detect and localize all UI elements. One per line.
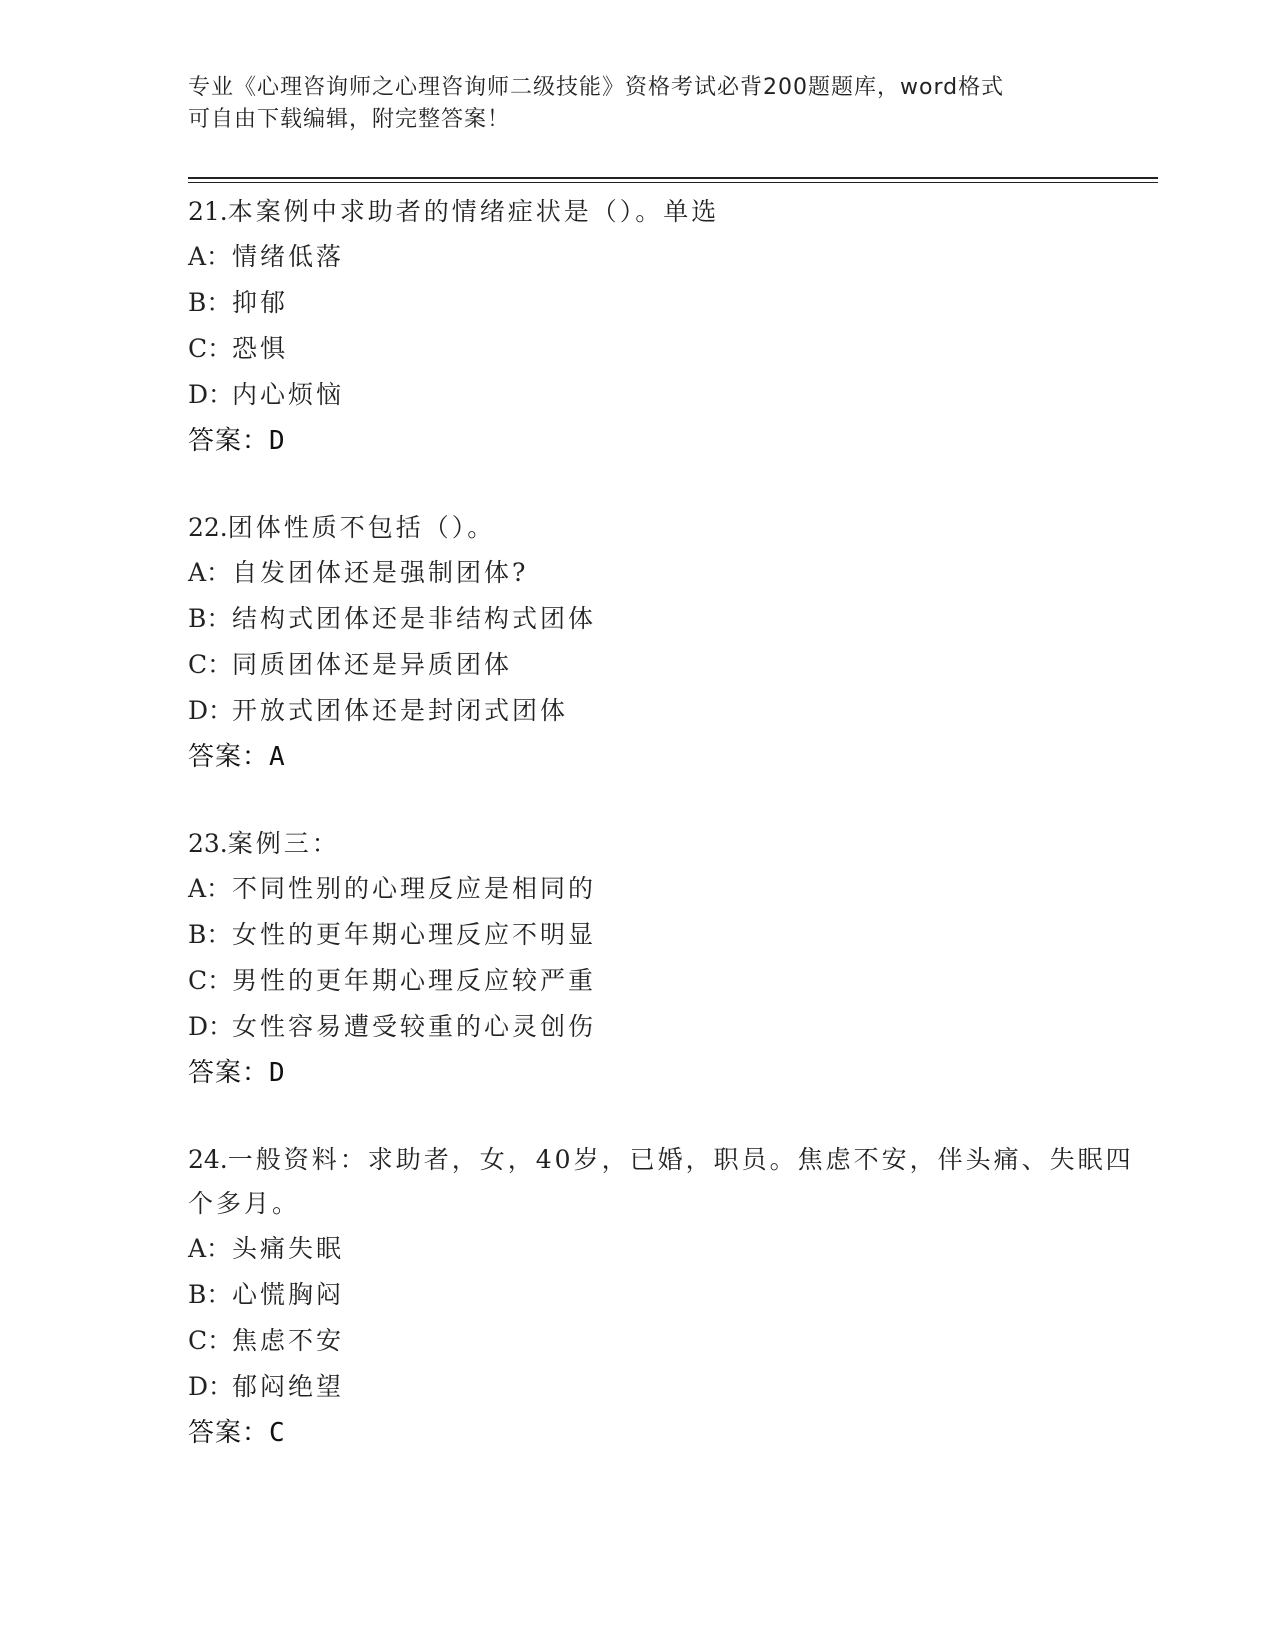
question-text	[188, 190, 1148, 234]
answer-label: 答案：	[188, 1418, 270, 1448]
option-key: B：	[188, 920, 232, 949]
header-line-1: 专业《心理咨询师之心理咨询师二级技能》资格考试必背200题题库，word格式	[188, 75, 1005, 100]
option-key: D：	[188, 696, 234, 725]
option-text: 同质团体还是异质团体	[232, 650, 513, 679]
document-header	[188, 72, 1088, 136]
option-d	[188, 1364, 1148, 1410]
question-number: 21.	[188, 197, 228, 226]
option-key: A：	[188, 1234, 232, 1263]
option-a	[188, 1226, 1148, 1272]
answer-value: A	[269, 742, 286, 772]
option-b	[188, 596, 1148, 642]
option-key: C：	[188, 334, 233, 363]
option-a	[188, 866, 1148, 912]
option-text: 头痛失眠	[232, 1234, 345, 1263]
question-stem: 团体性质不包括（）。	[227, 513, 496, 542]
option-key: C：	[188, 966, 233, 995]
option-key: C：	[188, 1326, 233, 1355]
option-key: A：	[188, 874, 232, 903]
question-list	[188, 190, 1148, 1498]
option-text: 恐惧	[232, 334, 289, 363]
option-b	[188, 1272, 1148, 1318]
option-text: 郁闷绝望	[232, 1372, 345, 1401]
option-text: 焦虑不安	[232, 1326, 345, 1355]
option-a	[188, 234, 1148, 280]
question-text	[188, 506, 1148, 550]
question-23	[188, 822, 1148, 1096]
option-key: A：	[188, 242, 232, 271]
question-number: 22.	[188, 513, 228, 542]
question-22	[188, 506, 1148, 780]
question-stem: 一般资料：求助者，女，40岁，已婚，职员。焦虑不安，伴头痛、失眠四个多月。	[188, 1145, 1134, 1218]
option-key: B：	[188, 1280, 232, 1309]
option-c	[188, 642, 1148, 688]
option-text: 不同性别的心理反应是相同的	[232, 874, 597, 903]
answer-value: D	[269, 1058, 286, 1088]
option-text: 开放式团体还是封闭式团体	[232, 696, 569, 725]
option-key: C：	[188, 650, 233, 679]
header-divider-thick	[188, 177, 1158, 179]
answer-label: 答案：	[188, 1058, 270, 1088]
option-text: 内心烦恼	[232, 380, 345, 409]
answer-line	[188, 1050, 1148, 1096]
question-24	[188, 1138, 1148, 1456]
option-key: D：	[188, 380, 234, 409]
answer-line	[188, 418, 1148, 464]
option-key: D：	[188, 1372, 234, 1401]
option-a	[188, 550, 1148, 596]
header-divider-thin	[188, 182, 1158, 183]
option-d	[188, 688, 1148, 734]
option-b	[188, 912, 1148, 958]
answer-line	[188, 734, 1148, 780]
question-21	[188, 190, 1148, 464]
header-line-2: 可自由下载编辑，附完整答案！	[188, 107, 511, 132]
option-text: 男性的更年期心理反应较严重	[232, 966, 597, 995]
option-d	[188, 372, 1148, 418]
option-key: B：	[188, 604, 232, 633]
option-c	[188, 326, 1148, 372]
option-d	[188, 1004, 1148, 1050]
option-key: D：	[188, 1012, 234, 1041]
option-text: 抑郁	[232, 288, 289, 317]
question-number: 23.	[188, 829, 228, 858]
option-c	[188, 958, 1148, 1004]
question-text	[188, 822, 1148, 866]
answer-label: 答案：	[188, 742, 270, 772]
option-b	[188, 280, 1148, 326]
option-text: 结构式团体还是非结构式团体	[232, 604, 597, 633]
option-text: 女性容易遭受较重的心灵创伤	[232, 1012, 597, 1041]
option-text: 心慌胸闷	[232, 1280, 345, 1309]
option-key: A：	[188, 558, 232, 587]
question-stem: 案例三：	[227, 829, 340, 858]
answer-label: 答案：	[188, 426, 270, 456]
answer-line	[188, 1410, 1148, 1456]
option-text: 情绪低落	[232, 242, 345, 271]
question-stem: 本案例中求助者的情绪症状是（）。单选	[227, 197, 720, 226]
question-text	[188, 1138, 1148, 1226]
answer-value: C	[269, 1418, 286, 1448]
option-key: B：	[188, 288, 232, 317]
option-c	[188, 1318, 1148, 1364]
question-number: 24.	[188, 1145, 228, 1174]
option-text: 女性的更年期心理反应不明显	[232, 920, 597, 949]
answer-value: D	[269, 426, 286, 456]
option-text: 自发团体还是强制团体?	[232, 558, 529, 587]
